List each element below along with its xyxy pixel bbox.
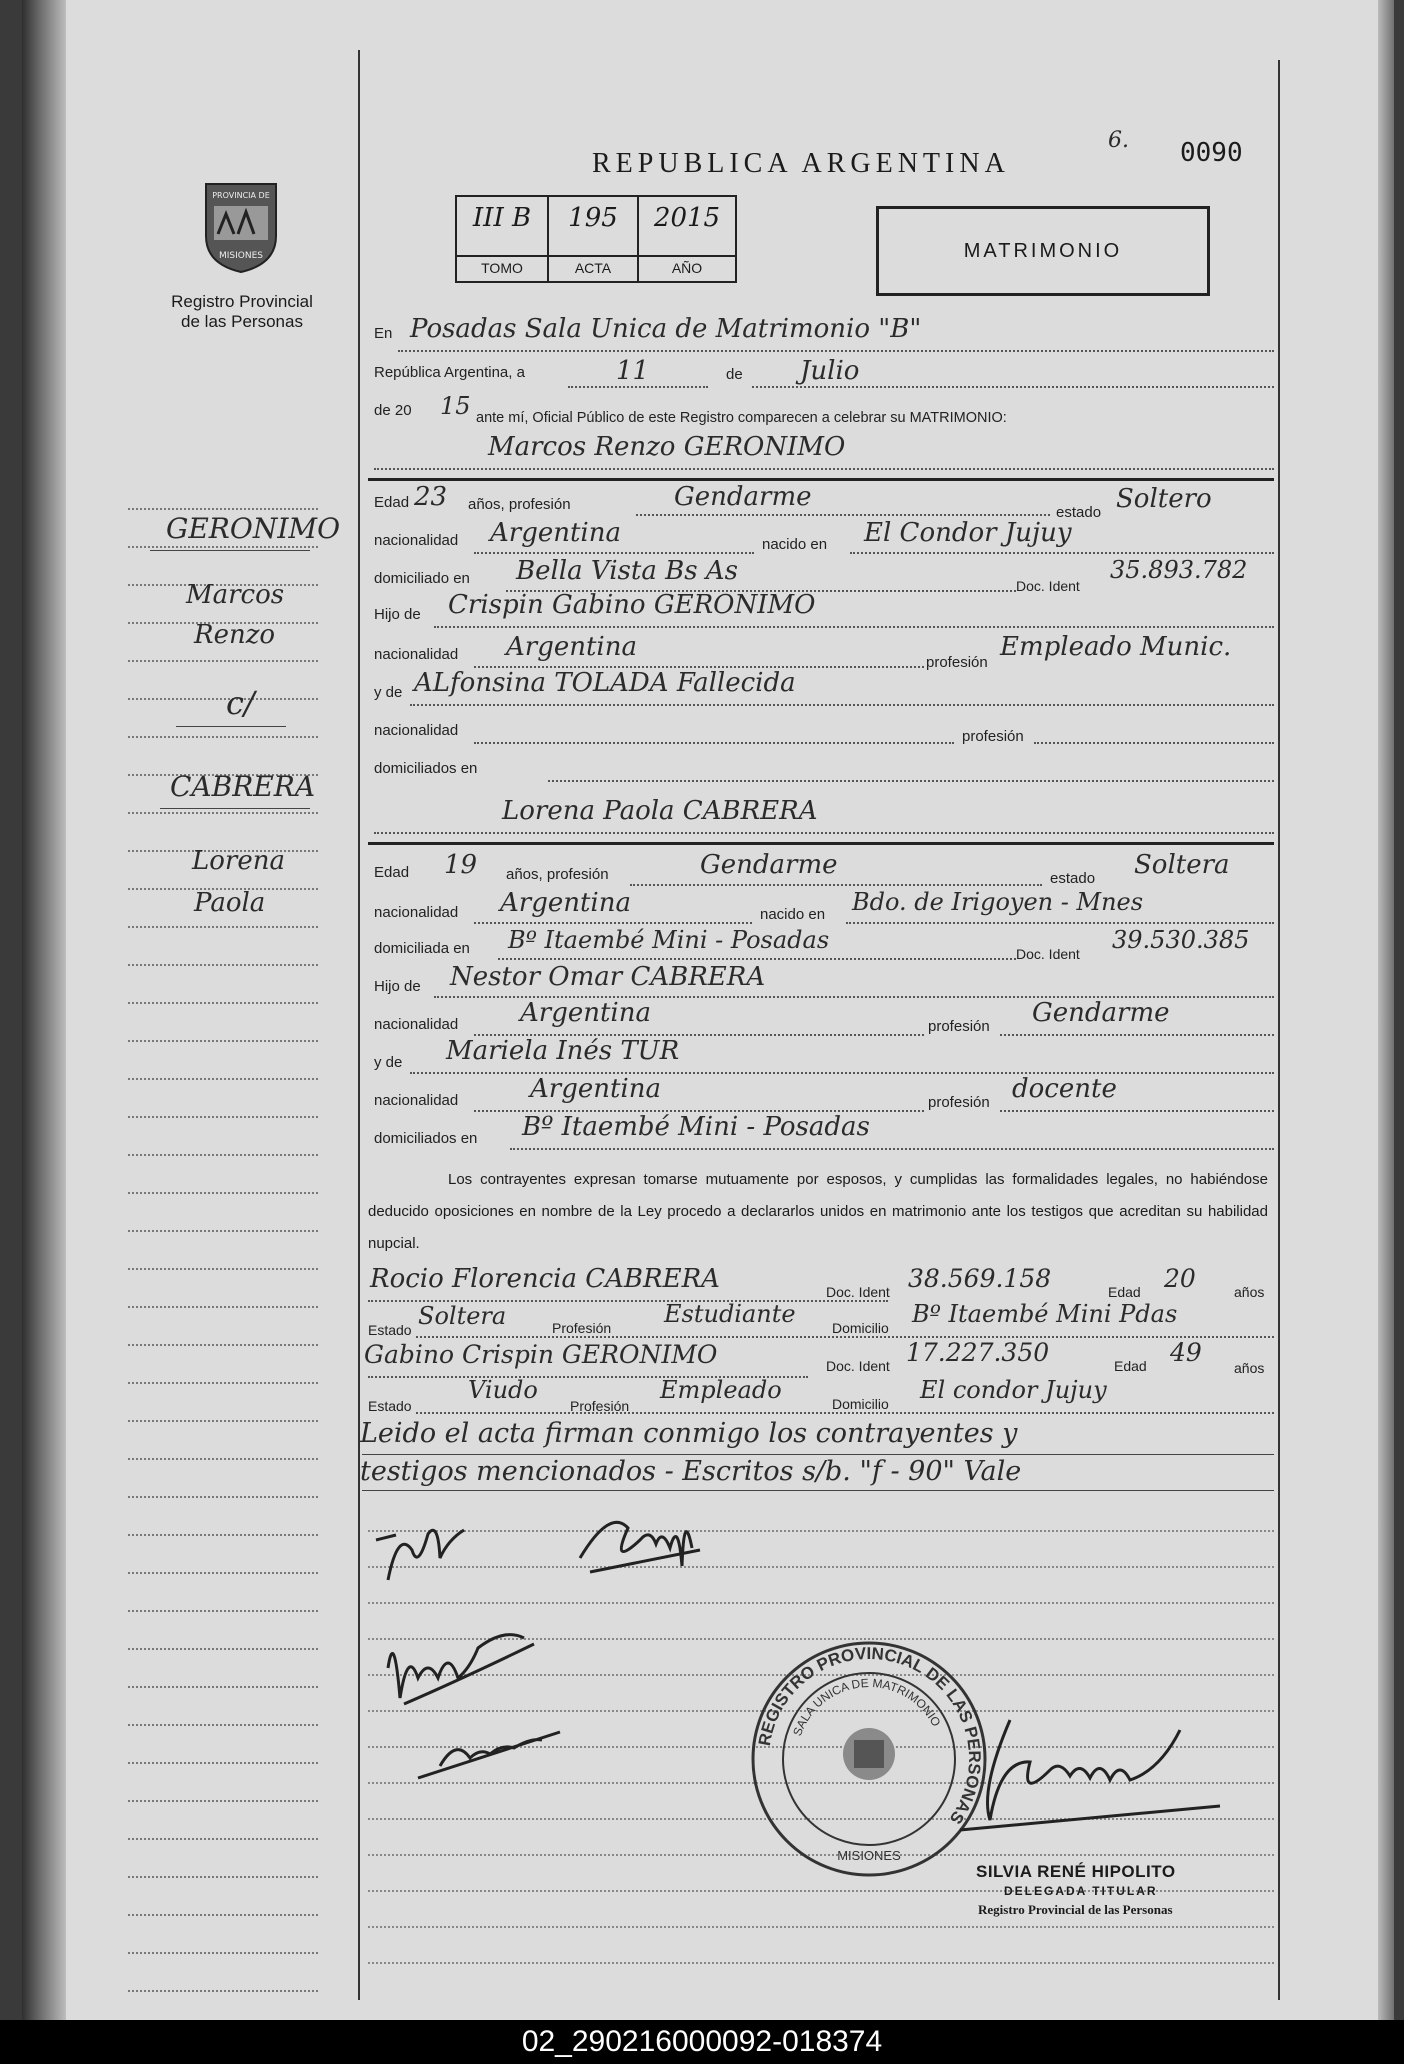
witness2-prof-label: Profesión [570,1398,630,1414]
tomo-acta-anio-box [455,195,737,283]
stamp-bottom-text: MISIONES [837,1848,901,1863]
month-value: Julio [800,356,860,386]
bride-padre: Nestor Omar CABRERA [450,962,766,992]
witness1-domicilio: Bº Itaembé Mini Pdas [912,1300,1178,1328]
bride-padre-prof: Gendarme [1032,998,1170,1028]
margin-bride-given1: Lorena [192,846,285,876]
official-name: SILVIA RENÉ HIPOLITO [976,1862,1176,1881]
groom-padre-line [434,626,1274,628]
bride-nacionalidad: Argentina [500,888,631,918]
margin-underline-3 [160,808,310,809]
signature-official [920,1700,1230,1840]
groom-nacionalidad: Argentina [490,518,621,548]
bride-padre-nac-label: nacionalidad [374,1016,459,1033]
groom-estado-label: estado [1056,504,1102,521]
margin-ruled-line [128,964,318,966]
margin-ruled-line [128,1800,318,1802]
bride-nac-line [474,922,752,924]
margin-groom-given2: Renzo [194,620,276,650]
groom-doc-label: Doc. Ident [1016,578,1080,594]
witness1-line2 [416,1336,1274,1338]
margin-ruled-line [128,698,318,700]
witness2-edad: 49 [1170,1338,1202,1367]
margin-ruled-line [128,1116,318,1118]
margin-ruled-line [128,926,318,928]
month-line [752,386,1274,388]
bride-estado: Soltera [1134,850,1230,880]
margin-ruled-line [128,1534,318,1536]
groom-nacido-label: nacido en [762,536,828,553]
groom-madre-nac-line [474,742,954,744]
margin-ruled-line [128,1572,318,1574]
groom-edad: 23 [414,482,448,512]
bride-dom-padres: Bº Itaembé Mini - Posadas [522,1112,870,1142]
margin-ruled-line [128,736,318,738]
signature-witness2 [410,1718,570,1788]
margin-ruled-line [128,660,318,662]
margin-ruled-line [128,1268,318,1270]
witness1-name: Rocio Florencia CABRERA [370,1264,720,1294]
groom-nacido: El Condor Jujuy [864,518,1072,548]
registry-name [152,292,332,332]
country-title: REPUBLICA ARGENTINA [592,148,1010,179]
act-number: 0090 [1180,138,1243,168]
groom-nacido-line [850,552,1274,554]
bride-doc-label: Doc. Ident [1016,946,1080,962]
margin-rule [358,50,360,2000]
margin-ruled-line [128,1876,318,1878]
margin-ruled-line [128,1192,318,1194]
margin-ruled-line [128,1610,318,1612]
witness1-estado: Soltera [418,1302,507,1330]
bride-prof-line [630,884,1042,886]
witness1-edad: 20 [1164,1264,1196,1293]
intro-text: ante mí, Oficial Público de este Registro comparecen a celebrar su MATRIMONIO: [476,410,1007,426]
place-value: Posadas Sala Unica de Matrimonio "B" [410,314,922,344]
registry-line-2: de las Personas [181,312,303,331]
image-id-caption: 02_290216000092-018374 [0,2020,1404,2064]
witness1-prof-label: Profesión [552,1320,612,1336]
witness2-name: Gabino Crispin GERONIMO [364,1340,718,1369]
groom-estado: Soltero [1116,484,1212,514]
province-seal-icon [196,176,286,276]
year-prefix: de 20 [374,402,412,419]
acta-label: ACTA [549,255,637,276]
witness2-domicilio: El condor Jujuy [920,1376,1107,1404]
witness2-dom-label: Domicilio [832,1396,889,1412]
bride-name-line [374,832,1274,834]
margin-ruled-line [128,1040,318,1042]
margin-bride-given2: Paola [194,888,266,918]
bride-madre-nac-label: nacionalidad [374,1092,459,1109]
margin-ruled-line [128,1458,318,1460]
margin-ruled-line [128,1154,318,1156]
groom-dom-padres-label: domiciliados en [374,760,478,777]
groom-prof-line [636,514,1050,516]
de-label: de [726,366,743,383]
bride-edad: 19 [444,850,478,880]
witness2-doc: 17.227.350 [906,1338,1050,1367]
tomo-value: III B [472,203,532,233]
margin-underline [150,550,310,551]
margin-connector: c/ [226,684,255,722]
margin-ruled-line [128,1420,318,1422]
bride-madre: Mariela Inés TUR [446,1036,680,1066]
witness2-estado: Viudo [468,1376,538,1404]
bride-nacido: Bdo. de Irigoyen - Mnes [852,888,1144,916]
groom-anos-label: años, profesión [468,496,571,513]
witness2-line2 [416,1412,1274,1414]
bride-nacido-label: nacido en [760,906,826,923]
witness1-anos-label: años [1234,1284,1265,1300]
bride-section-divider [368,842,1274,845]
margin-ruled-line [128,1990,318,1992]
stamp-outer-text: REGISTRO PROVINCIAL DE LAS PERSONAS [754,1643,985,1828]
bride-yde-label: y de [374,1054,403,1071]
official-office: Registro Provincial de las Personas [978,1902,1173,1917]
bride-dom-padres-line [510,1148,1274,1150]
witness1-edad-label: Edad [1108,1284,1141,1300]
groom-name: Marcos Renzo GERONIMO [488,432,846,462]
page-edge [1378,0,1394,2020]
groom-madre-line [410,704,1274,706]
margin-bride-surname: CABRERA [170,770,316,803]
signature-ruled-line [368,1962,1274,1964]
bride-padre-nac: Argentina [520,998,651,1028]
bride-padre-prof-line [1000,1034,1274,1036]
bride-hijo-label: Hijo de [374,978,421,995]
closing-line-2: testigos mencionados - Escritos s/b. "f - 90" Vale [360,1456,1022,1487]
bride-estado-label: estado [1050,870,1096,887]
bride-madre-nac: Argentina [530,1074,661,1104]
margin-ruled-line [128,1952,318,1954]
witness1-estado-label: Estado [368,1322,412,1338]
bride-nacido-line [846,922,1274,924]
groom-yde-label: y de [374,684,403,701]
groom-edad-label: Edad [374,494,410,511]
right-rule [1278,60,1280,2000]
bride-domicilio: Bº Itaembé Mini - Posadas [508,926,830,954]
margin-groom-surname: GERONIMO [166,512,341,545]
margin-ruled-line [128,812,318,814]
signature-ruled-line [368,1566,1274,1568]
groom-madre: ALfonsina TOLADA Fallecida [414,668,796,698]
margin-ruled-line [128,1306,318,1308]
groom-padre-prof: Empleado Munic. [1000,632,1232,662]
groom-dom-label: domiciliado en [374,570,470,587]
groom-dom-padres-line [548,780,1274,782]
bride-profesion: Gendarme [700,850,838,880]
margin-ruled-line [128,1002,318,1004]
groom-madre-prof-label: profesión [962,728,1024,745]
witness1-doc-label: Doc. Ident [826,1284,890,1300]
groom-doc: 35.893.782 [1110,556,1248,584]
margin-ruled-line [128,508,318,510]
closing-line-1: Leido el acta firman conmigo los contrayentes y [360,1418,1018,1449]
signature-ruled-line [368,1602,1274,1604]
anio-value: 2015 [653,203,721,233]
en-label: En [374,325,393,342]
bride-madre-prof-line [1000,1110,1274,1112]
anio-label: AÑO [639,255,735,276]
book-binding [22,0,66,2020]
bride-nac-label: nacionalidad [374,904,459,921]
republic-label: República Argentina, a [374,364,525,381]
groom-padre-nac: Argentina [506,632,637,662]
margin-ruled-line [128,1078,318,1080]
groom-madre-prof-line [1034,742,1274,744]
declaration-text: Los contrayentes expresan tomarse mutuamente por esposos, y cumplidas las formalidades legales, no habiéndose deducido oposiciones en nombre de la Ley procedo a declararlos unidos en matrimonio ante los testigos que acreditan su habilidad nupcial. [368,1171,1268,1252]
margin-ruled-line [128,1496,318,1498]
signature-ruled-line [368,1530,1274,1532]
margin-ruled-line [128,1382,318,1384]
margin-ruled-line [128,1686,318,1688]
signature-ruled-line [368,1926,1274,1928]
witness2-doc-label: Doc. Ident [826,1358,890,1374]
groom-name-line [374,468,1274,470]
groom-nac-label: nacionalidad [374,532,459,549]
witness1-dom-label: Domicilio [832,1320,889,1336]
groom-section-divider [368,478,1274,481]
groom-padre-prof-label: profesión [926,654,988,671]
registry-line-1: Registro Provincial [171,292,313,311]
day-line [568,386,708,388]
witness1-doc: 38.569.158 [908,1264,1052,1293]
margin-ruled-line [128,1762,318,1764]
bride-madre-prof-label: profesión [928,1094,990,1111]
margin-ruled-line [128,1230,318,1232]
witness2-profesion: Empleado [660,1376,782,1404]
margin-underline-2 [176,726,286,727]
signature-bride [570,1488,710,1588]
year-suffix: 15 [440,392,471,420]
seal-bottom-text: MISIONES [218,251,264,261]
bride-doc: 39.530.385 [1112,926,1250,954]
groom-nac-line [474,552,754,554]
witness2-anos-label: años [1234,1360,1265,1376]
official-role: DELEGADA TITULAR [1004,1884,1158,1898]
number-prefix: 6. [1108,128,1129,153]
signature-groom [368,1510,478,1590]
margin-ruled-line [128,1838,318,1840]
place-line [398,350,1274,352]
groom-hijo-label: Hijo de [374,606,421,623]
witness2-edad-label: Edad [1114,1358,1147,1374]
closing-rule-2 [362,1490,1274,1491]
bride-padre-prof-label: profesión [928,1018,990,1035]
bride-anos-label: años, profesión [506,866,609,883]
seal-top-text: PROVINCIA DE [212,191,270,200]
groom-domicilio: Bella Vista Bs As [516,556,738,586]
bride-dom-label: domiciliada en [374,940,470,957]
bride-madre-prof: docente [1012,1074,1117,1104]
margin-ruled-line [128,1914,318,1916]
groom-madre-nac-label: nacionalidad [374,722,459,739]
margin-groom-given1: Marcos [186,580,285,610]
witness2-estado-label: Estado [368,1398,412,1414]
groom-padre-nac-label: nacionalidad [374,646,459,663]
tomo-label: TOMO [457,255,547,276]
groom-profesion: Gendarme [674,482,812,512]
margin-ruled-line [128,1648,318,1650]
day-value: 11 [616,356,650,386]
closing-rule-1 [362,1454,1274,1455]
margin-ruled-line [128,1724,318,1726]
act-type-box: MATRIMONIO [876,206,1210,296]
bride-name: Lorena Paola CABRERA [502,796,818,826]
stamp-inner-text: SALA UNICA DE MATRIMONIO [790,1675,944,1738]
margin-ruled-line [128,1344,318,1346]
bride-dom-padres-label: domiciliados en [374,1130,478,1147]
bride-edad-label: Edad [374,864,410,881]
bride-dom-line [498,958,1016,960]
acta-value: 195 [568,203,618,233]
margin-ruled-line [128,546,318,548]
witness1-profesion: Estudiante [664,1300,796,1328]
groom-padre: Crispin Gabino GERONIMO [448,590,816,620]
signature-witness1 [374,1608,544,1718]
